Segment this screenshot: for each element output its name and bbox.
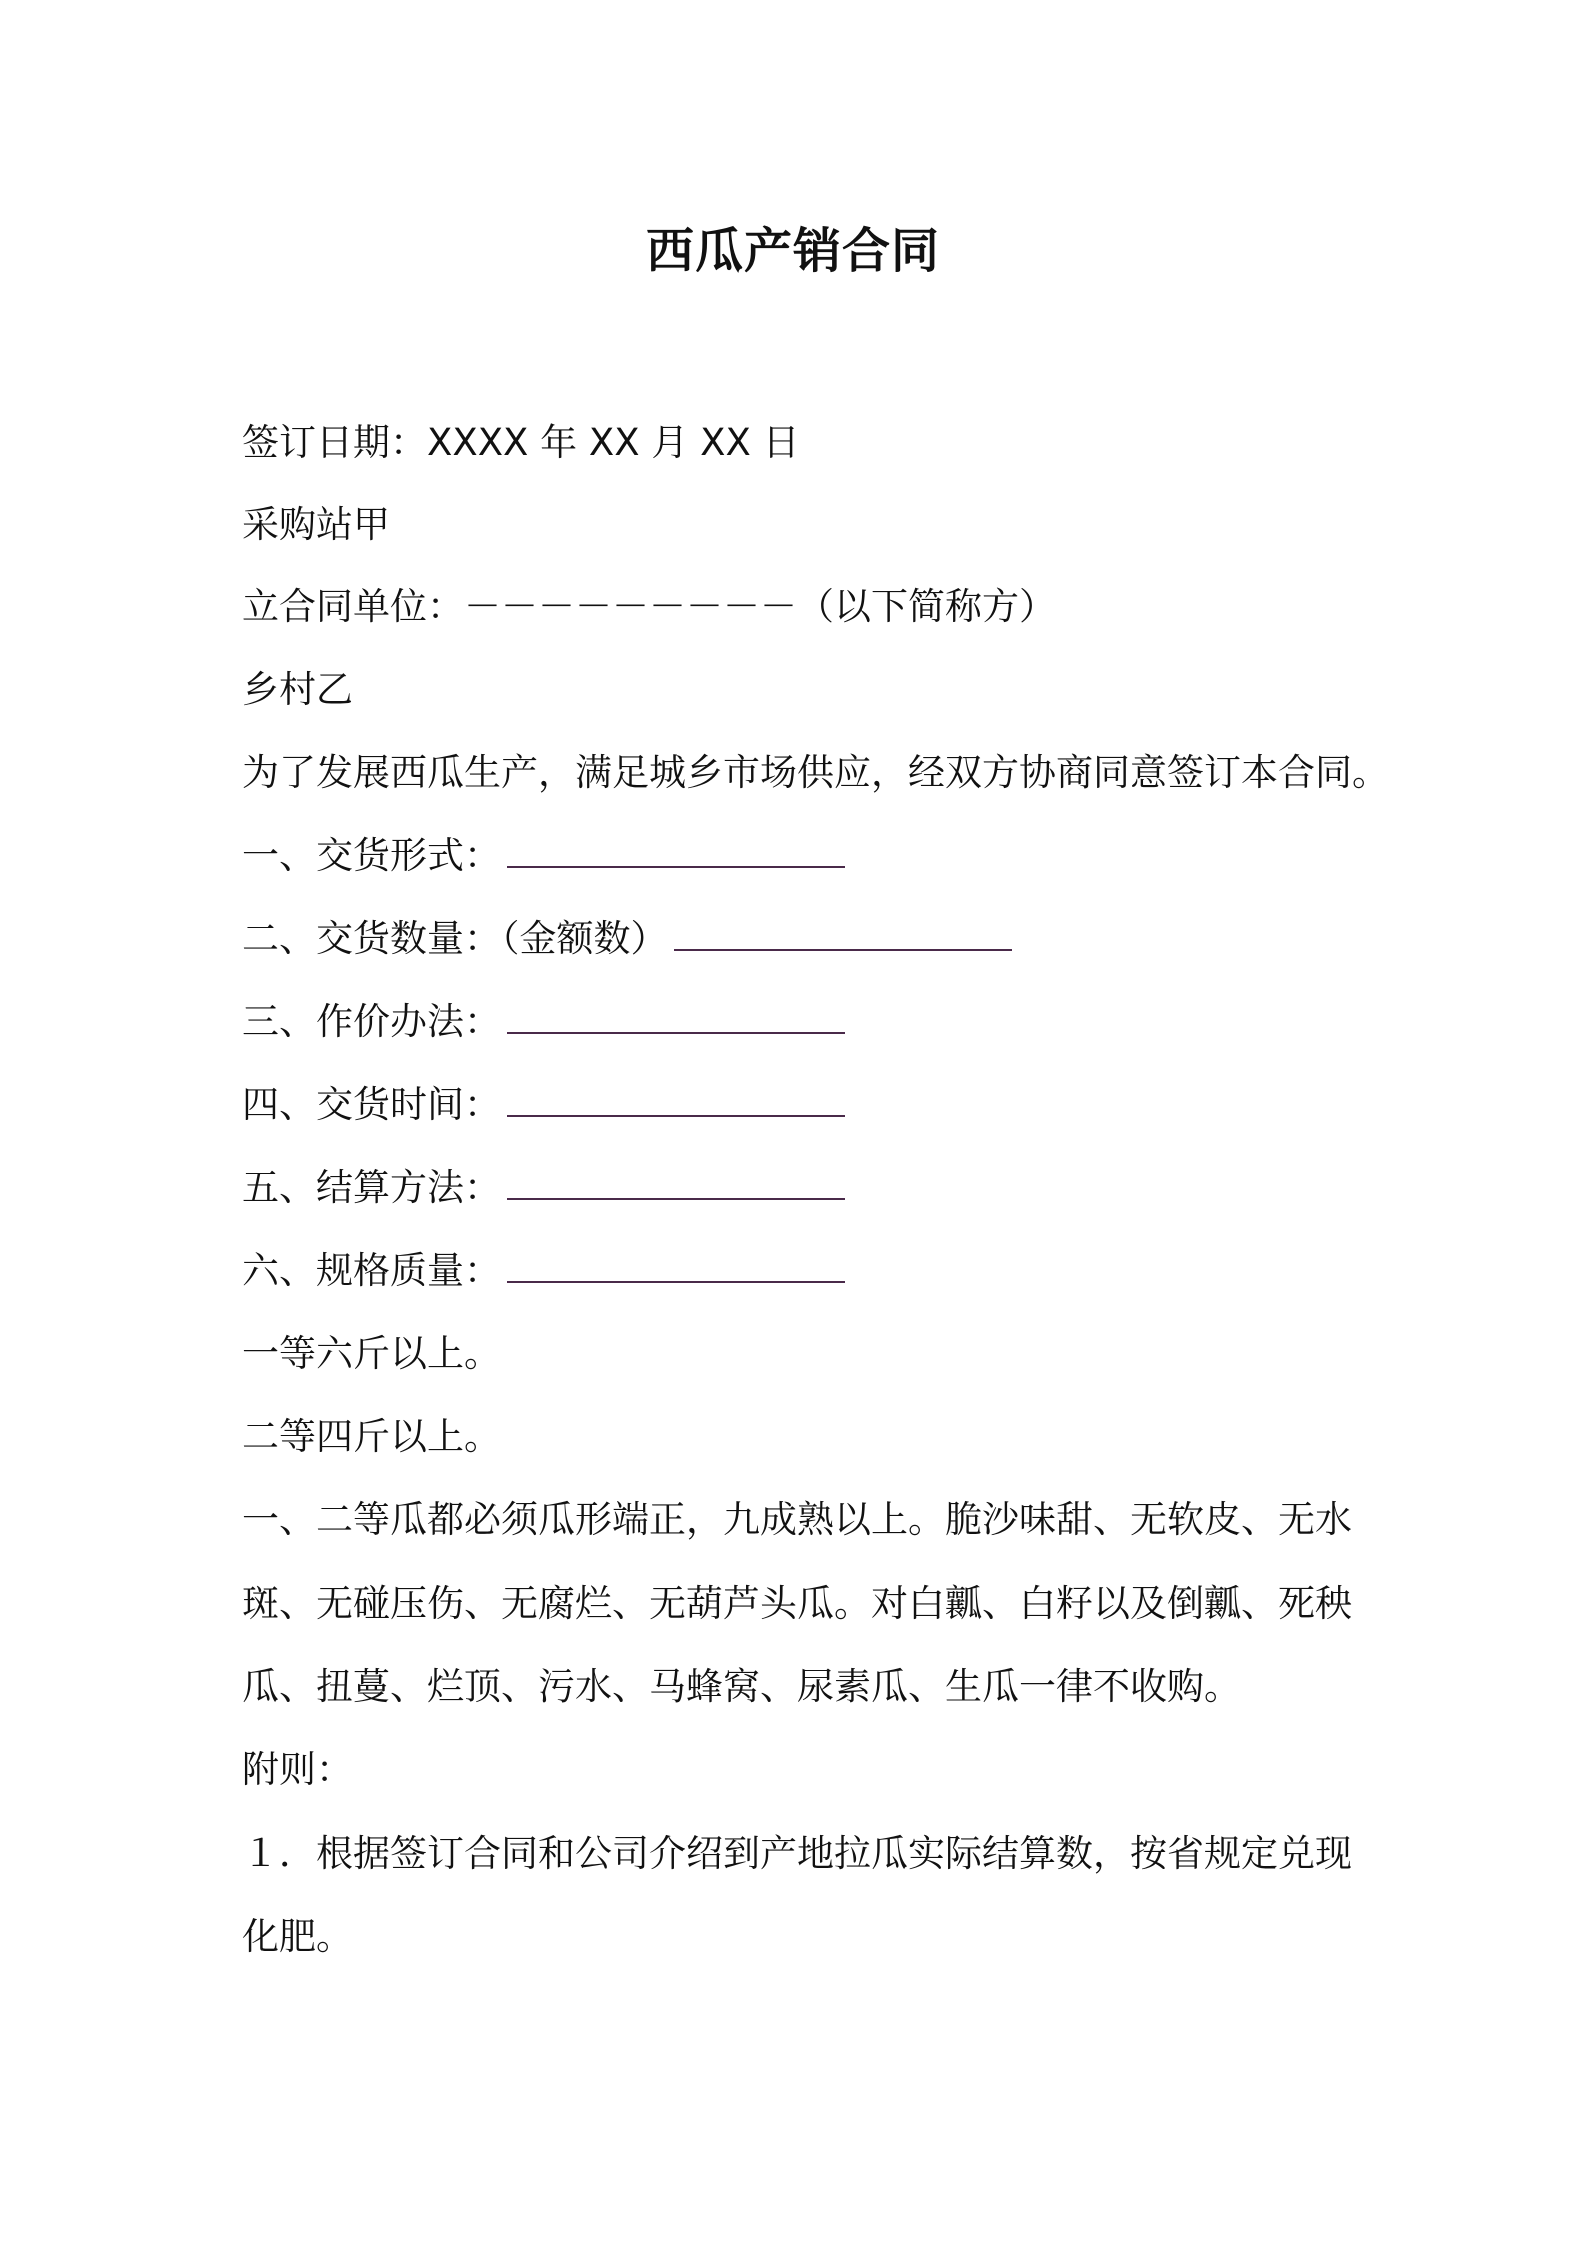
party-a-label: 采购站甲 bbox=[242, 503, 390, 546]
appendix-item-1-line-2: 化肥。 bbox=[242, 1915, 353, 1958]
blank-field bbox=[507, 1002, 845, 1034]
clause-label: 四、交货时间： bbox=[242, 1083, 501, 1126]
clause-label: 五、结算方法： bbox=[242, 1166, 501, 1209]
preamble: 为了发展西瓜生产，满足城乡市场供应，经双方协商同意签订本合同。 bbox=[242, 751, 1389, 794]
quality-line-2: 斑、无碰压伤、无腐烂、无葫芦头瓜。对白瓤、白籽以及倒瓤、死秧 bbox=[242, 1582, 1352, 1625]
appendix-label: 附则： bbox=[242, 1748, 353, 1791]
clause-delivery-quantity bbox=[242, 914, 1012, 964]
blank-field bbox=[674, 919, 1012, 951]
clause-pricing-method bbox=[242, 997, 845, 1047]
clause-spec-quality bbox=[242, 1246, 845, 1296]
clause-label: 三、作价办法： bbox=[242, 1000, 501, 1043]
party-b-label: 乡村乙 bbox=[242, 668, 353, 711]
clause-label: 一、交货形式： bbox=[242, 834, 501, 877]
page-title: 西瓜产销合同 bbox=[645, 223, 940, 279]
blank-field bbox=[507, 1085, 845, 1117]
blank-field bbox=[507, 1168, 845, 1200]
grade-two: 二等四斤以上。 bbox=[242, 1415, 501, 1458]
quality-line-1: 一、二等瓜都必须瓜形端正，九成熟以上。脆沙味甜、无软皮、无水 bbox=[242, 1498, 1352, 1541]
clause-delivery-time bbox=[242, 1080, 845, 1130]
contract-unit: 立合同单位：－－－－－－－－－（以下简称方） bbox=[242, 585, 1056, 628]
clause-label: 六、规格质量： bbox=[242, 1249, 501, 1292]
quality-line-3: 瓜、扭蔓、烂顶、污水、马蜂窝、尿素瓜、生瓜一律不收购。 bbox=[242, 1665, 1241, 1708]
blank-field bbox=[507, 1251, 845, 1283]
blank-field bbox=[507, 836, 845, 868]
clause-delivery-form bbox=[242, 831, 845, 881]
clause-settlement-method bbox=[242, 1163, 845, 1213]
grade-one: 一等六斤以上。 bbox=[242, 1332, 501, 1375]
appendix-item-1-line-1: １．根据签订合同和公司介绍到产地拉瓜实际结算数，按省规定兑现 bbox=[242, 1832, 1352, 1875]
signing-date: 签订日期：XXXX 年 XX 月 XX 日 bbox=[242, 421, 800, 464]
clause-label: 二、交货数量：（金额数） bbox=[242, 917, 668, 960]
